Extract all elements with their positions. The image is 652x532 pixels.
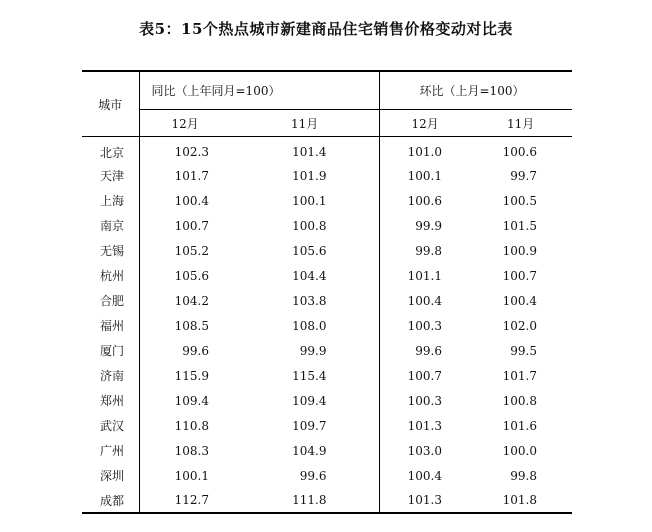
city-name: 厦门 bbox=[82, 338, 139, 363]
table-row bbox=[82, 163, 572, 188]
yoy-dec-value: 112.7 bbox=[139, 488, 259, 513]
mom-dec-value: 100.4 bbox=[407, 468, 442, 483]
mom-dec-value: 103.0 bbox=[407, 443, 442, 458]
mom-nov-value: 100.9 bbox=[502, 243, 537, 258]
table-row bbox=[82, 413, 572, 438]
mom-dec-value: 101.0 bbox=[407, 145, 442, 159]
yoy-nov-value: 101.9 bbox=[259, 163, 379, 188]
city-name: 成都 bbox=[82, 488, 139, 513]
mom-nov-value: 100.8 bbox=[502, 393, 537, 408]
yoy-dec-value: 102.3 bbox=[174, 145, 209, 159]
yoy-dec-value: 104.2 bbox=[174, 293, 209, 308]
yoy-nov-value: 104.9 bbox=[259, 438, 379, 463]
yoy-nov-value: 109.4 bbox=[259, 388, 379, 413]
yoy-group-header: 同比（上年同月=100） bbox=[139, 71, 379, 110]
yoy-dec-value: 100.7 bbox=[174, 218, 209, 233]
mom-nov-value: 100.5 bbox=[502, 193, 537, 208]
yoy-nov-value: 100.1 bbox=[259, 188, 379, 213]
table-row bbox=[82, 288, 572, 313]
mom-nov-value: 99.7 bbox=[510, 168, 537, 183]
mom-nov-value: 99.8 bbox=[510, 468, 537, 483]
yoy-dec-value: 100.4 bbox=[174, 193, 209, 208]
yoy-nov-value: 105.6 bbox=[259, 238, 379, 263]
yoy-nov-value: 104.4 bbox=[259, 263, 379, 288]
mom-nov-value: 101.5 bbox=[502, 218, 537, 233]
yoy-nov-header: 11月 bbox=[259, 110, 379, 137]
mom-nov-value: 99.5 bbox=[510, 343, 537, 358]
mom-nov-value: 102.0 bbox=[502, 318, 537, 333]
mom-nov-value: 100.6 bbox=[502, 145, 537, 159]
yoy-nov-value: 103.8 bbox=[259, 288, 379, 313]
yoy-nov-value: 99.9 bbox=[259, 338, 379, 363]
table-row bbox=[82, 488, 572, 513]
mom-dec-value: 99.6 bbox=[415, 343, 442, 358]
city-name: 杭州 bbox=[82, 263, 139, 288]
price-comparison-table bbox=[82, 70, 572, 514]
mom-dec-value: 100.1 bbox=[407, 168, 442, 183]
mom-group-header: 环比（上月=100） bbox=[379, 71, 572, 110]
yoy-nov-value: 111.8 bbox=[259, 488, 379, 513]
mom-nov-value: 100.0 bbox=[502, 443, 537, 458]
table-body bbox=[82, 137, 572, 514]
mom-nov-value: 101.8 bbox=[475, 488, 572, 513]
city-name: 天津 bbox=[82, 163, 139, 188]
yoy-dec-value: 110.8 bbox=[174, 418, 209, 433]
table-title: 表5：15个热点城市新建商品住宅销售价格变动对比表 bbox=[139, 20, 513, 38]
mom-dec-value: 100.3 bbox=[407, 393, 442, 408]
yoy-dec-value: 100.1 bbox=[174, 468, 209, 483]
yoy-dec-value: 105.2 bbox=[174, 243, 209, 258]
city-name: 福州 bbox=[82, 313, 139, 338]
mom-dec-value: 99.9 bbox=[415, 218, 442, 233]
city-name: 南京 bbox=[82, 213, 139, 238]
yoy-dec-header: 12月 bbox=[139, 110, 259, 137]
city-name: 北京 bbox=[82, 137, 139, 164]
mom-dec-header: 12月 bbox=[379, 110, 475, 137]
table-row bbox=[82, 338, 572, 363]
city-name: 无锡 bbox=[82, 238, 139, 263]
table-row bbox=[82, 188, 572, 213]
table-row bbox=[82, 388, 572, 413]
table-row bbox=[82, 363, 572, 388]
table-row bbox=[82, 137, 572, 164]
yoy-dec-value: 109.4 bbox=[174, 393, 209, 408]
city-name: 合肥 bbox=[82, 288, 139, 313]
yoy-dec-value: 108.3 bbox=[174, 443, 209, 458]
city-name: 深圳 bbox=[82, 463, 139, 488]
mom-nov-value: 100.4 bbox=[502, 293, 537, 308]
mom-dec-value: 100.4 bbox=[407, 293, 442, 308]
mom-dec-value: 99.8 bbox=[415, 243, 442, 258]
mom-dec-value: 101.3 bbox=[407, 418, 442, 433]
city-column-header: 城市 bbox=[82, 71, 139, 137]
yoy-dec-value: 115.9 bbox=[174, 368, 209, 383]
city-name: 武汉 bbox=[82, 413, 139, 438]
table-row bbox=[82, 238, 572, 263]
mom-nov-header: 11月 bbox=[475, 110, 572, 137]
table-row bbox=[82, 463, 572, 488]
city-name: 郑州 bbox=[82, 388, 139, 413]
yoy-dec-value: 108.5 bbox=[174, 318, 209, 333]
yoy-nov-value: 99.6 bbox=[259, 463, 379, 488]
mom-nov-value: 101.6 bbox=[502, 418, 537, 433]
mom-nov-value: 101.7 bbox=[502, 368, 537, 383]
yoy-nov-value: 108.0 bbox=[259, 313, 379, 338]
mom-dec-value: 101.1 bbox=[407, 268, 442, 283]
mom-dec-value: 101.3 bbox=[379, 488, 475, 513]
table-row bbox=[82, 213, 572, 238]
city-name: 上海 bbox=[82, 188, 139, 213]
mom-nov-value: 100.7 bbox=[502, 268, 537, 283]
yoy-nov-value: 115.4 bbox=[259, 363, 379, 388]
mom-dec-value: 100.6 bbox=[407, 193, 442, 208]
table-row bbox=[82, 438, 572, 463]
table-row bbox=[82, 313, 572, 338]
city-name: 广州 bbox=[82, 438, 139, 463]
mom-dec-value: 100.7 bbox=[407, 368, 442, 383]
mom-dec-value: 100.3 bbox=[407, 318, 442, 333]
yoy-nov-value: 101.4 bbox=[259, 137, 379, 164]
city-name: 济南 bbox=[82, 363, 139, 388]
yoy-nov-value: 109.7 bbox=[259, 413, 379, 438]
table-row bbox=[82, 263, 572, 288]
yoy-nov-value: 100.8 bbox=[259, 213, 379, 238]
yoy-dec-value: 105.6 bbox=[174, 268, 209, 283]
yoy-dec-value: 101.7 bbox=[174, 168, 209, 183]
yoy-dec-value: 99.6 bbox=[182, 343, 209, 358]
